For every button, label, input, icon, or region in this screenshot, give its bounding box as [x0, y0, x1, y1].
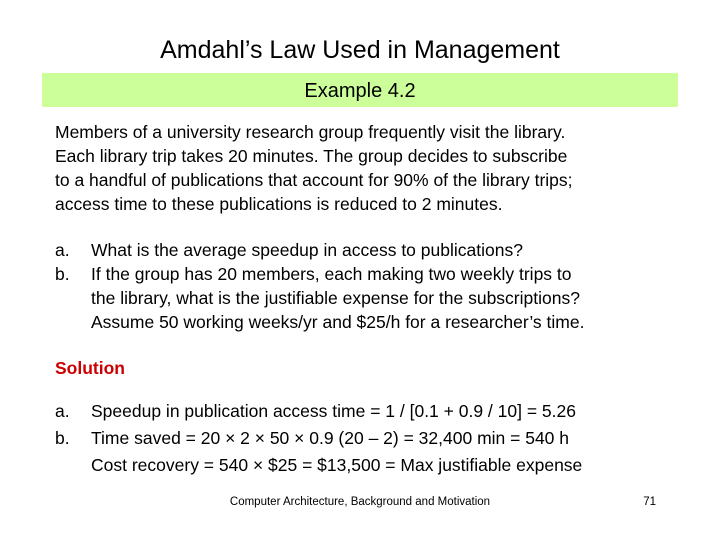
question-list [55, 238, 675, 334]
solution-text [91, 398, 675, 425]
question-item-a [55, 238, 675, 262]
question-line: Assume 50 working weeks/yr and $25/h for a researcher’s time. [91, 312, 585, 332]
question-text [91, 262, 675, 334]
solution-list [55, 398, 675, 479]
solution-line: Cost recovery = 540 × $25 = $13,500 = Max justifiable expense [91, 455, 583, 475]
example-label-bar: Example 4.2 [42, 73, 678, 107]
solution-item-a [55, 398, 675, 425]
solution-heading: Solution [55, 358, 125, 378]
footer-text: Computer Architecture, Background and Motivation [229, 496, 491, 508]
page-number: 71 [643, 496, 656, 508]
question-item-b [55, 262, 675, 334]
question-line: If the group has 20 members, each making two weekly trips to [91, 264, 572, 284]
problem-line: to a handful of publications that account for 90% of the library trips; [55, 170, 573, 190]
question-letter: b. [55, 264, 70, 284]
question-line: the library, what is the justifiable expense for the subscriptions? [91, 288, 580, 308]
solution-text [91, 425, 675, 479]
solution-letter: b. [55, 428, 70, 448]
question-letter: a. [55, 240, 70, 260]
question-line: What is the average speedup in access to publications? [91, 240, 523, 260]
problem-line: access time to these publications is reduced to 2 minutes. [55, 194, 503, 214]
problem-line: Each library trip takes 20 minutes. The group decides to subscribe [55, 146, 568, 166]
solution-item-b [55, 425, 675, 479]
question-text [91, 238, 675, 262]
solution-line: Time saved = 20 × 2 × 50 × 0.9 (20 – 2) = 32,400 min = 540 h [91, 428, 570, 448]
solution-line: Speedup in publication access time = 1 / [0.1 + 0.9 / 10] = 5.26 [91, 401, 576, 421]
problem-line: Members of a university research group frequently visit the library. [55, 122, 566, 142]
problem-statement [55, 120, 675, 216]
slide-title: Amdahl’s Law Used in Management [160, 36, 560, 64]
solution-letter: a. [55, 401, 70, 421]
